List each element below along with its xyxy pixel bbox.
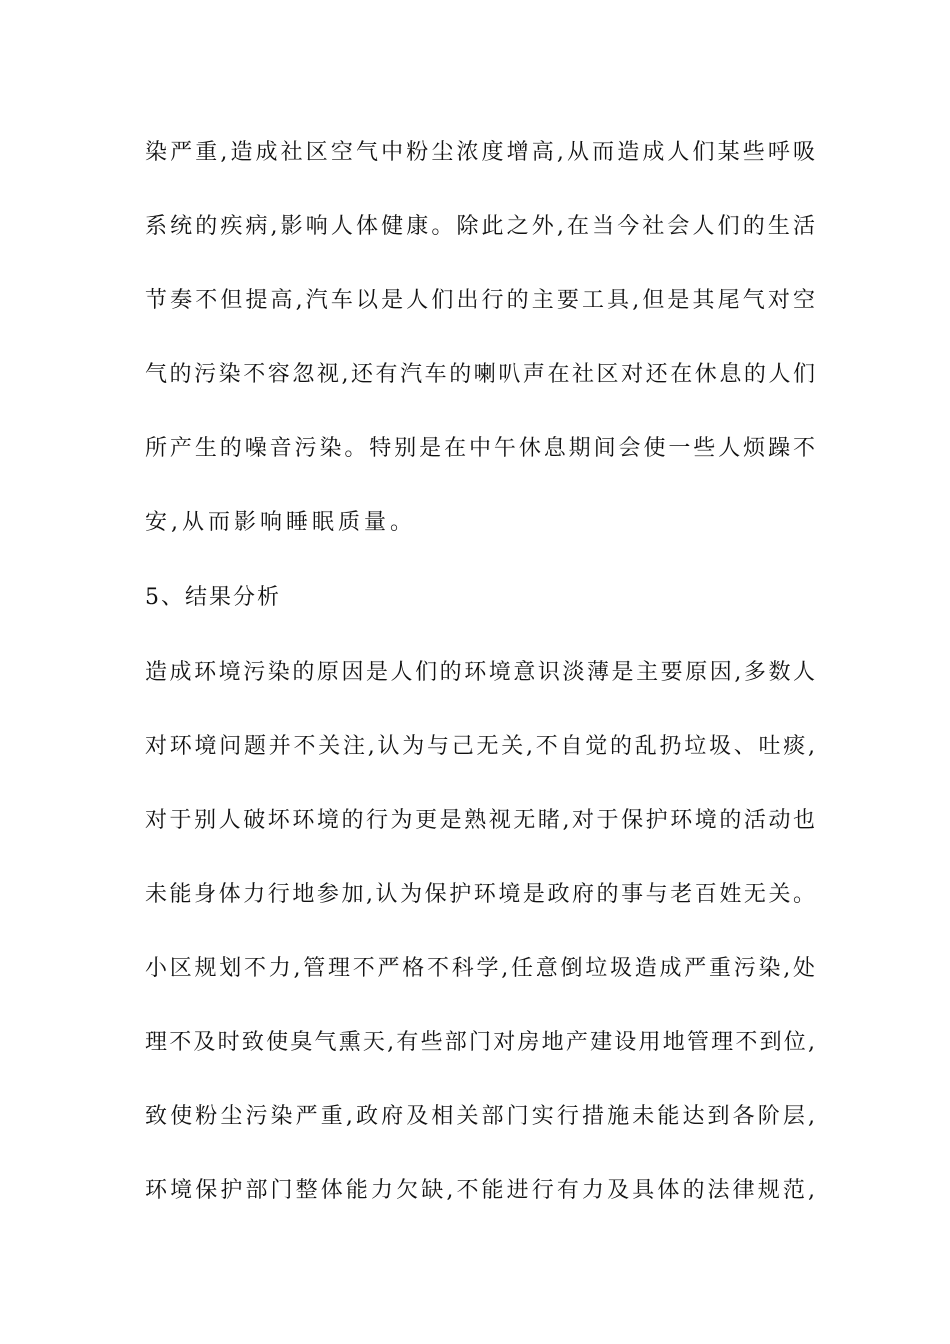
paragraph-1-line-2: 系统的疾病,影响人体健康。除此之外,在当今社会人们的生活: [145, 214, 815, 239]
paragraph-2-line-2: 对环境问题并不关注,认为与己无关,不自觉的乱扔垃圾、吐痰,: [145, 734, 815, 759]
paragraph-1-line-4: 气的污染不容忽视,还有汽车的喇叭声在社区对还在休息的人们: [145, 362, 815, 387]
paragraph-2-line-1: 造成环境污染的原因是人们的环境意识淡薄是主要原因,多数人: [145, 660, 815, 685]
paragraph-1-line-3: 节奏不但提高,汽车以是人们出行的主要工具,但是其尾气对空: [145, 288, 815, 313]
paragraph-1-line-1: 染严重,造成社区空气中粉尘浓度增高,从而造成人们某些呼吸: [145, 140, 815, 165]
paragraph-2-line-3: 对于别人破坏环境的行为更是熟视无睹,对于保护环境的活动也: [145, 808, 815, 833]
paragraph-3-line-2: 理不及时致使臭气熏天,有些部门对房地产建设用地管理不到位,: [145, 1030, 815, 1055]
paragraph-3-line-4: 环境保护部门整体能力欠缺,不能进行有力及具体的法律规范,: [145, 1178, 815, 1203]
section-heading: 5、结果分析: [145, 585, 281, 610]
paragraph-1-line-6: 安,从而影响睡眠质量。: [145, 510, 416, 535]
paragraph-3-line-1: 小区规划不力,管理不严格不科学,任意倒垃圾造成严重污染,处: [145, 956, 815, 981]
paragraph-1-line-5: 所产生的噪音污染。特别是在中午休息期间会使一些人烦躁不: [145, 436, 815, 461]
paragraph-2-line-4: 未能身体力行地参加,认为保护环境是政府的事与老百姓无关。: [145, 882, 815, 907]
paragraph-3-line-3: 致使粉尘污染严重,政府及相关部门实行措施未能达到各阶层,: [145, 1104, 815, 1129]
